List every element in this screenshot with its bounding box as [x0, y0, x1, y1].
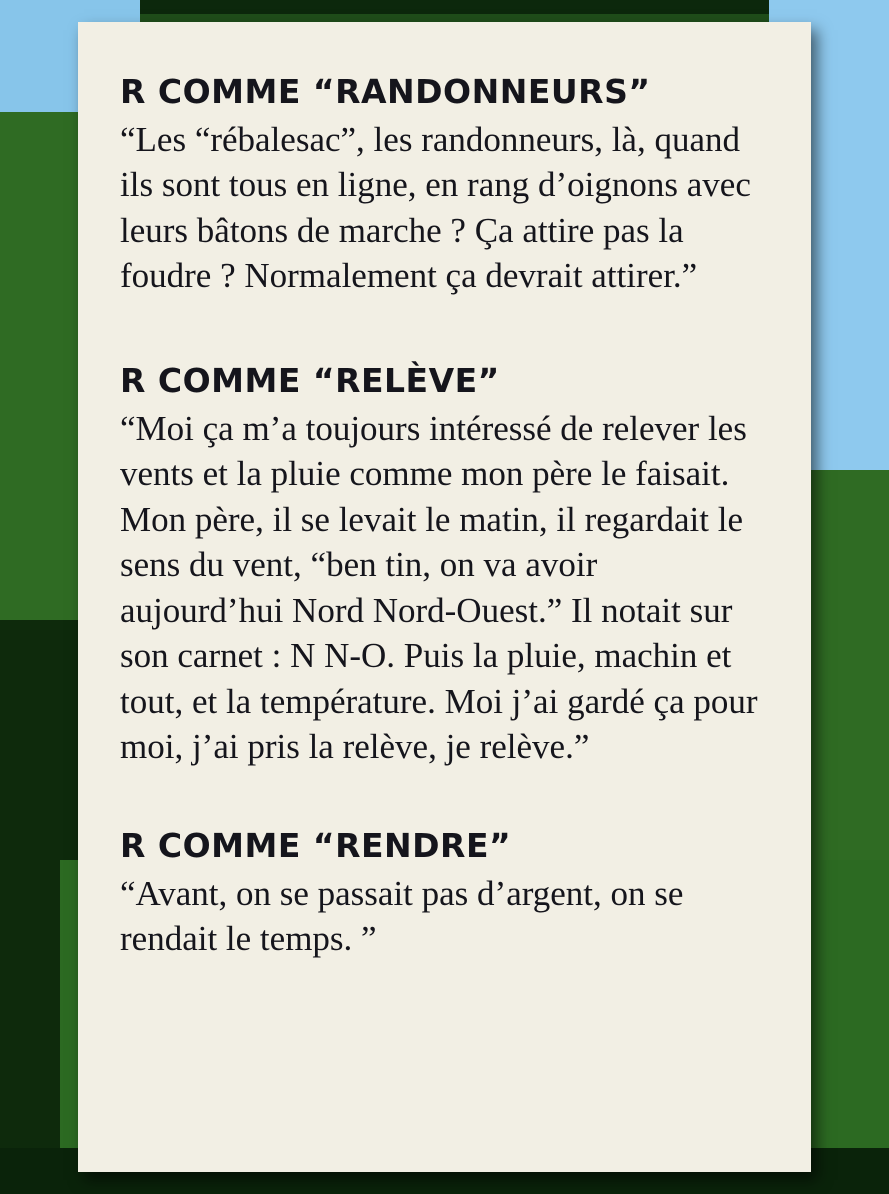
entry-body: “Les “rébalesac”, les randonneurs, là, quand ils sont tous en ligne, en rang d’oignons avec leurs bâtons de marche ? Ça attire pas la foudre ? Normalement ça devrait attirer.” [120, 119, 751, 296]
entry-title: R COMME “RANDONNEURS” [120, 72, 651, 111]
entry-title: R COMME “RELÈVE” [120, 360, 500, 400]
glossary-entry [120, 360, 767, 770]
glossary-entry [120, 74, 767, 299]
entry-body: “Moi ça m’a toujours intéressé de relever les vents et la pluie comme mon père le faisait. Mon père, il se levait le matin, il regardait le sens du vent, “ben tin, on va avoir aujourd’hui Nord Nord-Ouest.” Il notait sur son carnet : N N-O. Puis la pluie, machin et tout, et la température. Moi j’ai gardé ça pour moi, j’ai pris la relève, je relève.” [120, 408, 758, 767]
entry-spacer [120, 317, 767, 363]
information-placard [78, 22, 811, 1172]
placard-content [78, 22, 811, 1172]
entry-body: “Avant, on se passait pas d’argent, on se rendait le temps. ” [120, 873, 684, 959]
entry-spacer [120, 788, 767, 828]
entry-title: R COMME “RENDRE” [120, 825, 512, 865]
glossary-entry [120, 825, 767, 962]
